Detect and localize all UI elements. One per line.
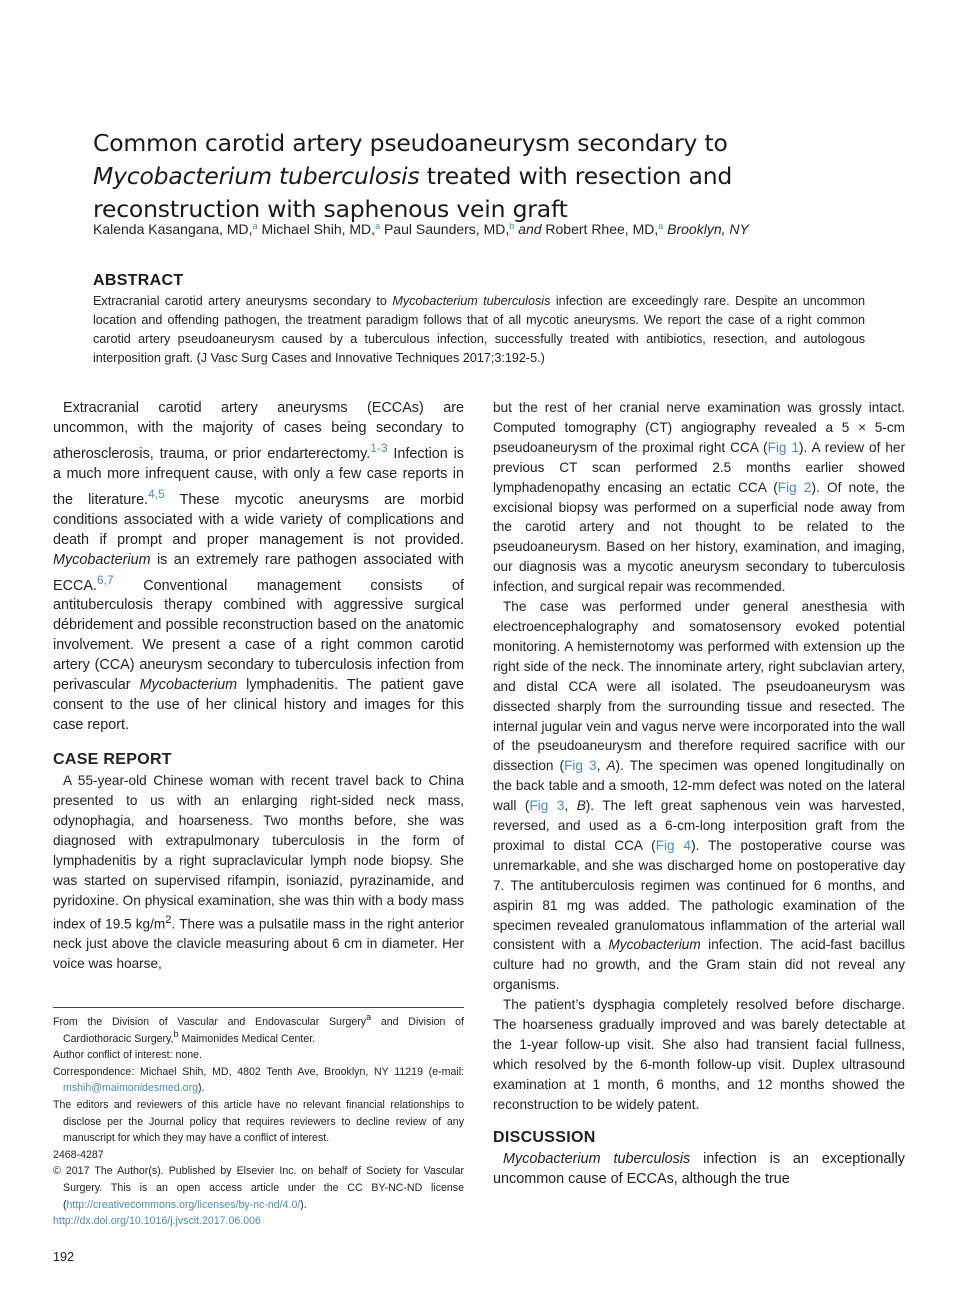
- case-paragraph-2: The case was performed under general anesthesia with electroencephalography and somatosensory evoked potential monitoring. A hemisternotomy was performed with extension up the right side of the neck. The innominate artery, right subclavian artery, and distal CCA were all isolated. The pseudoaneurysm was dissected sharply from the surrounding tissue and resected. The internal jugular vein and vagus nerve were incorporated into the wall of the pseudoaneurysm and therefore required sacrifice with our dissection (Fig 3, A). The specimen was opened longitudinally on the back table and a smooth, 12-mm defect was noted on the lateral wall (Fig 3, B). The left great saphenous vein was harvested, reversed, and used as a 6-cm-long interposition graft from the proximal to distal CCA (Fig 4). The postoperative course was unremarkable, and she was discharged home on postoperative day 7. The antituberculosis regimen was continued for 6 months, and aspirin 81 mg was added. The pathologic examination of the specimen revealed granulomatous inflammation of the arterial wall consistent with a Mycobacterium infection. The acid-fast bacillus culture had no growth, and the Gram stain did not reveal any organisms.: [493, 599, 905, 993]
- license-link[interactable]: http://creativecommons.org/licenses/by-nc-nd/4.0/: [66, 1198, 301, 1211]
- affiliation-link[interactable]: a: [252, 221, 258, 231]
- case-text: but the rest of her cranial nerve examination was grossly intact. Computed tomography (CT) angiography revealed a 5 × 5-cm pseudoaneurysm of the proximal right CCA (: [493, 400, 905, 455]
- affiliation-link[interactable]: a: [375, 221, 381, 231]
- footnote-editors: The editors and reviewers of this article have no relevant financial relationships to disclose per the Journal policy that requires reviewers to decline review of any manuscript for which they may have a conflict of interest.: [53, 1098, 464, 1145]
- author-location: Brooklyn, NY: [667, 221, 749, 237]
- case-text: ). The left great saphenous vein was harvested, reversed, and used as a 6-cm-long interposition graft from the proximal to distal CCA (: [493, 798, 905, 853]
- title-italic: Mycobacterium tuberculosis: [93, 161, 420, 190]
- abstract-italic: Mycobacterium tuberculosis: [392, 294, 551, 308]
- article-title: [93, 127, 883, 226]
- intro-text: lymphadenitis. The patient gave consent to the use of her clinical history and images for this case report.: [53, 677, 464, 734]
- author-name: Michael Shih, MD,: [257, 221, 376, 237]
- footnote-text: ).: [300, 1198, 307, 1211]
- reference-link[interactable]: 1-3: [370, 441, 388, 455]
- case-paragraph-3: The patient’s dysphagia completely resolved before discharge. The hoarseness gradually improved and was barely detectable at the 1-year follow-up visit. She also had transient facial fullness, which resolved by the 6-month follow-up visit. Duplex ultrasound examination at 1 month, 6 months, and 12 months showed the reconstruction to be widely patent.: [493, 997, 905, 1112]
- footnote-text: From the Division of Vascular and Endovascular Surgery: [53, 1016, 367, 1028]
- figure-link[interactable]: Fig 2: [777, 479, 812, 495]
- abstract-text: [93, 292, 865, 368]
- abstract-text-part: Extracranial carotid artery aneurysms secondary to: [93, 294, 393, 308]
- email-link[interactable]: mshih@maimonidesmed.org: [63, 1082, 198, 1095]
- reference-link[interactable]: 6,7: [96, 572, 114, 587]
- affiliation-link[interactable]: a: [658, 221, 664, 231]
- author-name: Robert Rhee, MD,: [541, 221, 659, 237]
- title-text-end: treated with resection and reconstruction with saphenous vein graft: [93, 161, 733, 223]
- footnote-affiliation: [53, 1014, 464, 1047]
- superscript: b: [173, 1028, 179, 1039]
- figure-link[interactable]: Fig 3: [564, 758, 597, 774]
- footnotes: [53, 1014, 464, 1230]
- superscript: 2: [165, 913, 172, 926]
- doi-link[interactable]: http://dx.doi.org/10.1016/j.jvscit.2017.06.006: [53, 1215, 261, 1228]
- intro-text: is an extremely rare pathogen associated with ECCA.: [53, 551, 464, 594]
- right-column: [493, 398, 905, 1189]
- footnote-text: Maimonides Medical Center.: [178, 1032, 316, 1045]
- intro-paragraph: [53, 398, 464, 735]
- case-text: ). The specimen was opened longitudinally on the back table and a smooth, 12-mm defect was noted on the lateral wall (: [493, 758, 905, 814]
- author-name: Kalenda Kasangana, MD,: [93, 221, 253, 237]
- author-name: Paul Saunders, MD,: [380, 221, 510, 237]
- intro-italic: Mycobacterium: [53, 551, 151, 568]
- intro-text: These mycotic aneurysms are morbid conditions associated with a wide variety of complications and death if prompt and proper management is not provided.: [53, 491, 464, 548]
- footnote-text: © 2017 The Author(s). Published by Elsevier Inc. on behalf of Society for Vascular Surgery. This is an open access article under the CC BY-NC-ND license (: [53, 1165, 464, 1211]
- footnote-issn: 2468-4287: [53, 1148, 104, 1161]
- case-text: . There was a pulsatile mass in the right anterior neck just above the clavicle measuring about 6 cm in diameter. Her voice was hoarse,: [53, 916, 464, 972]
- intro-text: Conventional management consists of antituberculosis therapy combined with aggressive surgical débridement and possible reconstruction based on the anatomic involvement. We present a case of a right common carotid artery (CCA) aneurysm secondary to tuberculosis infection from perivascular: [53, 577, 464, 694]
- case-report-heading: CASE REPORT: [53, 751, 172, 769]
- abstract-text-part: infection are exceedingly rare. Despite an uncommon location and offending pathogen, the treatment paradigm follows that of all mycotic aneurysms. We report the case of a right common carotid artery pseudoaneurysm caused by a tuberculous infection, successfully treated with antibiotics, resection, and autologous interposition graft. (J Vasc Surg Cases and Innovative Techniques 2017;3:192-5.): [93, 294, 865, 365]
- reference-link[interactable]: 4,5: [148, 486, 165, 501]
- left-column: [53, 398, 464, 974]
- figure-link[interactable]: Fig 1: [767, 439, 800, 455]
- figure-link[interactable]: Fig 4: [655, 837, 692, 853]
- case-text: The case was performed under general anesthesia with electroencephalography and somatosensory evoked potential monitoring. A hemisternotomy was performed with extension up the right side of the neck. The innominate artery, right subclavian artery, and distal CCA were all isolated. The pseudoaneurysm was dissected sharply from the surrounding tissue and resected. The internal jugular vein and vagus nerve were incorporated into the wall of the pseudoaneurysm and therefore required sacrifice with our dissection (: [493, 599, 905, 774]
- title-text: Common carotid artery pseudoaneurysm secondary to: [93, 128, 728, 157]
- discussion-paragraph: [493, 1149, 905, 1189]
- footnote-divider: [53, 1007, 464, 1008]
- case-text: infection. The acid-fast bacillus culture had no growth, and the Gram stain did not reveal any organisms.: [493, 937, 905, 993]
- discussion-text: infection is an exceptionally uncommon cause of ECCAs, although the true: [493, 1150, 905, 1187]
- superscript: a: [366, 1012, 372, 1022]
- case-paragraph-1-cont: [493, 398, 905, 597]
- intro-text: Infection is a much more infrequent cause, with only a few case reports in the literature.: [53, 445, 464, 508]
- discussion-italic: Mycobacterium tuberculosis: [503, 1150, 691, 1167]
- figure-link[interactable]: Fig 3: [529, 798, 565, 814]
- abstract-heading: ABSTRACT: [93, 272, 184, 289]
- footnote-text: Correspondence: Michael Shih, MD, 4802 Tenth Ave, Brooklyn, NY 11219 (e-mail:: [53, 1065, 464, 1078]
- author-list: [93, 219, 893, 239]
- affiliation-link[interactable]: b: [509, 221, 515, 231]
- footnote-text: and Division of Cardiothoracic Surgery,: [63, 1016, 464, 1045]
- figure-panel: A: [606, 758, 616, 774]
- case-paragraph-1: [53, 771, 464, 974]
- case-text: ). The postoperative course was unremarkable, and she was discharged home on postoperative day 7. The antituberculosis regimen was continued for 6 months, and aspirin 81 mg was added. The pathologic examination of the specimen revealed granulomatous inflammation of the arterial wall consistent with a: [493, 837, 905, 953]
- footnote-correspondence: [53, 1064, 464, 1097]
- page-number: 192: [53, 1250, 75, 1264]
- case-italic: Mycobacterium: [608, 937, 701, 953]
- footnote-conflict: Author conflict of interest: none.: [53, 1049, 202, 1062]
- intro-text: Extracranial carotid artery aneurysms (ECCAs) are uncommon, with the majority of cases being secondary to atherosclerosis, trauma, or prior endarterectomy.: [53, 400, 464, 462]
- case-text: ). Of note, the excisional biopsy was performed on a superficial node away from the carotid artery and not thought to be related to the pseudoaneurysm. Based on her history, examination, and imaging, our diagnosis was a mycotic aneurysm secondary to tuberculosis infection, and surgical repair was recommended.: [493, 479, 905, 595]
- case-text: ). A review of her previous CT scan performed 2.5 months earlier showed lymphadenopathy encasing an ectatic CCA (: [493, 439, 906, 495]
- intro-italic: Mycobacterium: [139, 677, 238, 694]
- footnote-copyright: [53, 1163, 464, 1213]
- case-text: A 55-year-old Chinese woman with recent travel back to China presented to us with an enlarging right-sided neck mass, odynophagia, and hoarseness. Two months before, she was diagnosed with extrapulmonary tuberculosis in the form of lymphadenitis by a right supraclavicular lymph node biopsy. She was started on supervised rifampin, isoniazid, pyrazinamide, and pyridoxine. On physical examination, she was thin with a body mass index of 19.5 kg/m: [53, 773, 464, 932]
- figure-panel: B: [576, 798, 586, 814]
- discussion-heading: DISCUSSION: [493, 1128, 596, 1146]
- footnote-text: ).: [198, 1082, 205, 1095]
- author-conjunction: and: [518, 221, 542, 237]
